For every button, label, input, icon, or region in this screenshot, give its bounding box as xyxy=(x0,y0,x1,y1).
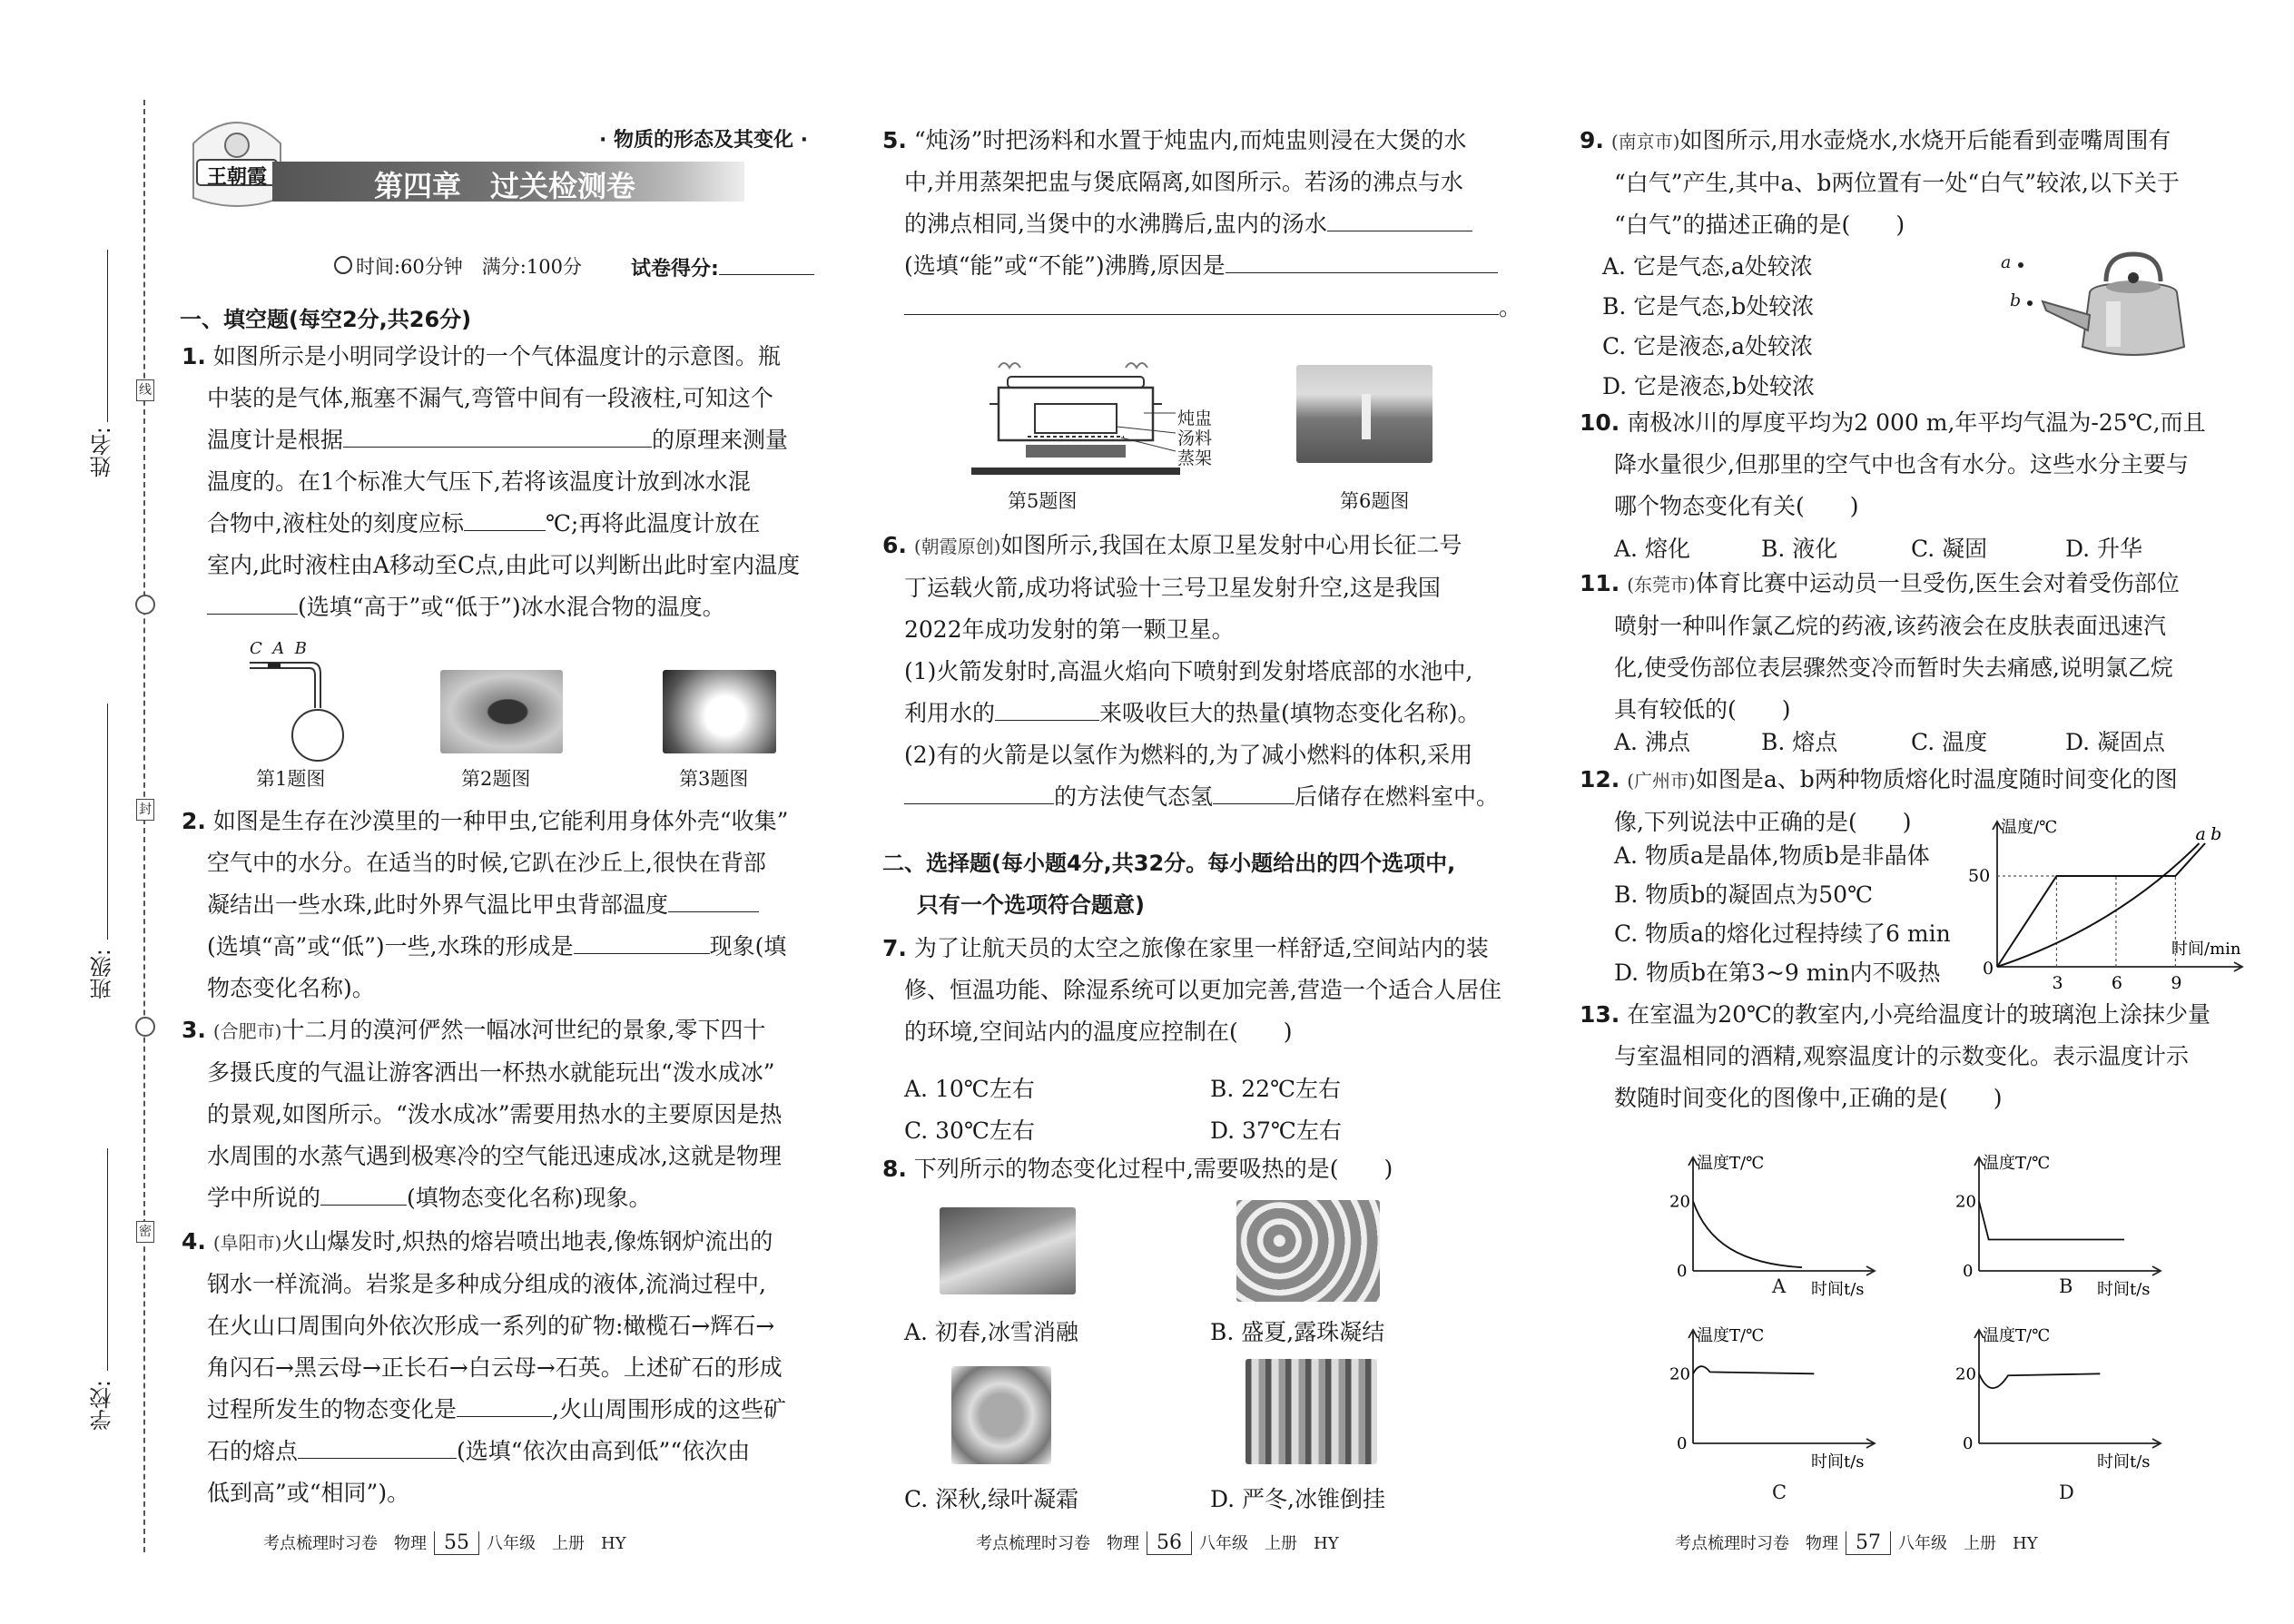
y-tick-label: 20 xyxy=(1669,1192,1690,1212)
fig3-caption: 第3题图 xyxy=(679,768,749,790)
series-line xyxy=(1693,1201,1802,1267)
q13-graph-d[interactable] xyxy=(1934,1312,2170,1475)
fig5-caption: 第5题图 xyxy=(1008,490,1078,512)
q12-option-d[interactable]: D. 物质b在第3~9 min内不吸热 xyxy=(1614,960,1941,986)
question-3: 3. (合肥市)十二月的漠河俨然一幅冰河世纪的景象,零下四十 多摄氏度的气温让游客洒出一杯热水就能玩出“泼水成冰” 的景观,如图所示。“泼水成冰”需要用热水的主要原因是热 水周围的水蒸气遇到极寒冷的空气能迅速成冰,这就是物理 学中所说的 (填物态变化名称)现象。 xyxy=(182,1017,783,1211)
seal-mark-1: 线 xyxy=(136,379,154,401)
question-10: 10. 南极冰川的厚度平均为2 000 m,年平均气温为-25℃,而且 降水量很少,但那里的空气中也含有水分。这些水分主要与 哪个物态变化有关( ) xyxy=(1580,409,2206,519)
y-axis-label: 温度T/℃ xyxy=(1983,1326,2051,1345)
origin-label: 0 xyxy=(1677,1434,1688,1453)
q13-label-c: C xyxy=(1772,1481,1787,1503)
question-1: 1. 如图所示是小明同学设计的一个气体温度计的示意图。瓶 中装的是气体,瓶塞不漏气,弯管中间有一段液柱,可知这个 温度计是根据 的原理来测量 温度的。在1个标准大气压下,若将该温度计放到冰水混 合物中,液柱处的刻度应标 ℃;再将此温度计放在 室内,此时液柱由A移动至C点,由此可以判断出此时室内温度 (选填“高于”或“低于”)冰水混合物的温度。 xyxy=(182,343,801,620)
q9-option-b[interactable]: B. 它是气态,b处较浓 xyxy=(1602,293,1815,320)
origin-label: 0 xyxy=(1983,959,1994,979)
y-tick-label: 50 xyxy=(1968,866,1991,886)
series-line xyxy=(1979,1373,2100,1388)
footer-page-57: 考点梳理时习卷 物理 57 八年级 上册 HY xyxy=(1675,1531,2038,1554)
q13-label-b: B xyxy=(2059,1275,2073,1297)
subject-tag: · 物质的形态及其变化 · xyxy=(599,129,809,152)
origin-label: 0 xyxy=(1963,1434,1974,1453)
q10-option-a[interactable]: A. 熔化 xyxy=(1614,536,1690,562)
fig6-caption: 第6题图 xyxy=(1340,490,1410,512)
score-label: 试卷得分: xyxy=(631,251,814,281)
q9-point-b: b xyxy=(2010,290,2022,310)
y-axis-label: 温度T/℃ xyxy=(1697,1154,1765,1173)
q11-option-a[interactable]: A. 沸点 xyxy=(1614,729,1690,755)
x-axis-label: 时间t/s xyxy=(2097,1452,2151,1471)
q9-point-a: a xyxy=(2001,252,2012,272)
q13-label-d: D xyxy=(2059,1481,2074,1503)
section1-title: 一、填空题(每空2分,共26分) xyxy=(180,307,472,332)
origin-label: 0 xyxy=(1677,1262,1688,1281)
y-tick-label: 20 xyxy=(1669,1364,1690,1384)
seal-mark-3: 密 xyxy=(136,1221,154,1243)
question-8: 8. 下列所示的物态变化过程中,需要吸热的是( ) xyxy=(882,1156,1393,1182)
fig1-caption: 第1题图 xyxy=(256,768,326,790)
q9-option-c[interactable]: C. 它是液态,a处较浓 xyxy=(1602,333,1813,359)
q13-graph-a[interactable] xyxy=(1648,1139,1884,1299)
y-axis-label: 温度/℃ xyxy=(2001,818,2058,837)
y-axis-label: 温度T/℃ xyxy=(1983,1154,2051,1173)
q12-melting-chart xyxy=(1952,812,2265,994)
question-7: 7. 为了让航天员的太空之旅像在家里一样舒适,空间站内的装 修、恒温功能、除湿系统可以更加完善,营造一个适合人居住 的环境,空间站内的温度应控制在( ) xyxy=(882,935,1501,1045)
q12-option-a[interactable]: A. 物质a是晶体,物质b是非晶体 xyxy=(1614,842,1930,869)
fig5-labels: 炖盅 汤料 蒸架 xyxy=(1177,408,1213,468)
x-tick-label: 6 xyxy=(2111,973,2123,993)
time-info: 时间:60分钟 满分:100分 xyxy=(356,256,582,278)
question-12: 12. (广州市)如图是a、b两种物质熔化时温度随时间变化的图 像,下列说法中正确的是( ) xyxy=(1580,766,2178,835)
q7-option-a[interactable]: A. 10℃左右 xyxy=(904,1076,1035,1102)
x-axis-label: 时间t/s xyxy=(1811,1280,1865,1299)
footer-page-55: 考点梳理时习卷 物理 55 八年级 上册 HY xyxy=(263,1531,626,1554)
chapter-title: 第四章 过关检测卷 xyxy=(374,169,636,203)
question-2: 2. 如图是生存在沙漠里的一种甲虫,它能利用身体外壳“收集” 空气中的水分。在适当的时候,它趴在沙丘上,很快在背部 凝结出一些水珠,此时外界气温比甲虫背部温度 (选填“高”或“低”)一些,水珠的形成是 现象(填 物态变化名称)。 xyxy=(182,808,789,1001)
q10-option-c[interactable]: C. 凝固 xyxy=(1911,536,1988,562)
question-4: 4. (阜阳市)火山爆发时,炽热的熔岩喷出地表,像炼钢炉流出的 钢水一样流淌。岩浆是多种成分组成的液体,流淌过程中, 在火山口周围向外依次形成一系列的矿物:橄榄石→辉石→ 角闪石→黑云母→正长石→白云母→石英。上述矿石的形成 过程所发生的物态变化是 ,火山周围形成的这些矿 石的熔点 (选填“依次由高到低”“依次由 低到高”或“相同”)。 xyxy=(182,1228,786,1506)
q11-option-d[interactable]: D. 凝固点 xyxy=(2065,729,2166,755)
series-a-label: a xyxy=(2195,824,2206,844)
y-tick-label: 20 xyxy=(1955,1192,1976,1212)
question-9: 9. (南京市)如图所示,用水壶烧水,水烧开后能看到壶嘴周围有 “白气”产生,其中a、b两位置有一处“白气”较浓,以下关于 “白气”的描述正确的是( ) xyxy=(1580,127,2180,238)
series-b-label: b xyxy=(2210,824,2222,844)
x-axis-label: 时间/min xyxy=(2171,940,2241,959)
x-axis-label: 时间t/s xyxy=(2097,1280,2151,1299)
q11-option-c[interactable]: C. 温度 xyxy=(1911,729,1988,755)
q7-option-c[interactable]: C. 30℃左右 xyxy=(904,1117,1035,1144)
question-5: 5. “炖汤”时把汤料和水置于炖盅内,而炖盅则浸在大煲的水 中,并用蒸架把盅与煲底隔离,如图所示。若汤的沸点与水 的沸点相同,当煲中的水沸腾后,盅内的汤水 (选填“能”或“不能”)沸腾,原因是 。 xyxy=(882,127,1522,320)
q10-option-b[interactable]: B. 液化 xyxy=(1761,536,1838,562)
q7-option-b[interactable]: B. 22℃左右 xyxy=(1210,1076,1342,1102)
question-11: 11. (东莞市)体育比赛中运动员一旦受伤,医生会对着受伤部位 喷射一种叫作氯乙烷的药液,该药液会在皮肤表面迅速汽 化,使受伤部位表层骤然变冷而暂时失去痛感,说明氯乙烷 具有较低的( ) xyxy=(1580,570,2180,723)
footer-page-56: 考点梳理时习卷 物理 56 八年级 上册 HY xyxy=(976,1531,1339,1554)
series-line xyxy=(1979,1201,2124,1239)
y-axis-label: 温度T/℃ xyxy=(1697,1326,1765,1345)
brand-name: 王朝霞 xyxy=(206,165,267,189)
question-6: 6. (朝霞原创)如图所示,我国在太原卫星发射中心用长征二号 丁运载火箭,成功将试验十三号卫星发射升空,这是我国 2022年成功发射的第一颗卫星。 (1)火箭发射时,高温火焰向下喷射到发射塔底部的水池中, 利用水的 来吸收巨大的热量(填物态变化名称)。 (2)有的火箭是以氢作为燃料的,为了减小燃料的体积,采用 的方法使气态氢 后储存在燃料室中。 xyxy=(882,532,1500,810)
q7-option-d[interactable]: D. 37℃左右 xyxy=(1210,1117,1342,1144)
school-label: 学校: xyxy=(90,1380,115,1432)
fig2-caption: 第2题图 xyxy=(461,768,531,790)
q8-option-d[interactable]: D. 严冬,冰锥倒挂 xyxy=(1210,1486,1385,1512)
question-13: 13. 在室温为20℃的教室内,小亮给温度计的玻璃泡上涂抹少量 与室温相同的酒精,观察温度计的示数变化。表示温度计示 数随时间变化的图像中,正确的是( ) xyxy=(1580,1001,2210,1111)
x-tick-label: 9 xyxy=(2171,973,2182,993)
q9-option-d[interactable]: D. 它是液态,b处较浓 xyxy=(1602,373,1815,399)
q12-option-b[interactable]: B. 物质b的凝固点为50℃ xyxy=(1614,881,1874,908)
q13-label-a: A xyxy=(1772,1275,1787,1297)
q11-option-b[interactable]: B. 熔点 xyxy=(1761,729,1838,755)
q10-option-d[interactable]: D. 升华 xyxy=(2065,536,2143,562)
q1-figure-labels: C A B xyxy=(250,639,307,658)
q9-kettle-figure xyxy=(2001,247,2197,369)
class-label: 班级: xyxy=(90,949,115,1000)
y-tick-label: 20 xyxy=(1955,1364,1976,1384)
q13-graph-b[interactable] xyxy=(1934,1139,2170,1299)
q9-option-a[interactable]: A. 它是气态,a处较浓 xyxy=(1602,253,1813,280)
x-axis-label: 时间t/s xyxy=(1811,1452,1865,1471)
q8-option-a[interactable]: A. 初春,冰雪消融 xyxy=(904,1319,1078,1345)
q8-option-c[interactable]: C. 深秋,绿叶凝霜 xyxy=(904,1486,1079,1512)
x-tick-label: 3 xyxy=(2052,973,2063,993)
origin-label: 0 xyxy=(1963,1262,1974,1281)
q12-option-c[interactable]: C. 物质a的熔化过程持续了6 min xyxy=(1614,920,1951,947)
section2-title: 二、选择题(每小题4分,共32分。每小题给出的四个选项中, 只有一个选项符合题意) xyxy=(882,851,1456,918)
q8-option-b[interactable]: B. 盛夏,露珠凝结 xyxy=(1210,1319,1385,1345)
q13-graph-c[interactable] xyxy=(1648,1312,1884,1475)
seal-mark-2: 封 xyxy=(136,799,154,821)
series-a-line xyxy=(1997,843,2200,967)
name-label: 姓名: xyxy=(90,427,115,478)
series-line xyxy=(1693,1366,1814,1373)
